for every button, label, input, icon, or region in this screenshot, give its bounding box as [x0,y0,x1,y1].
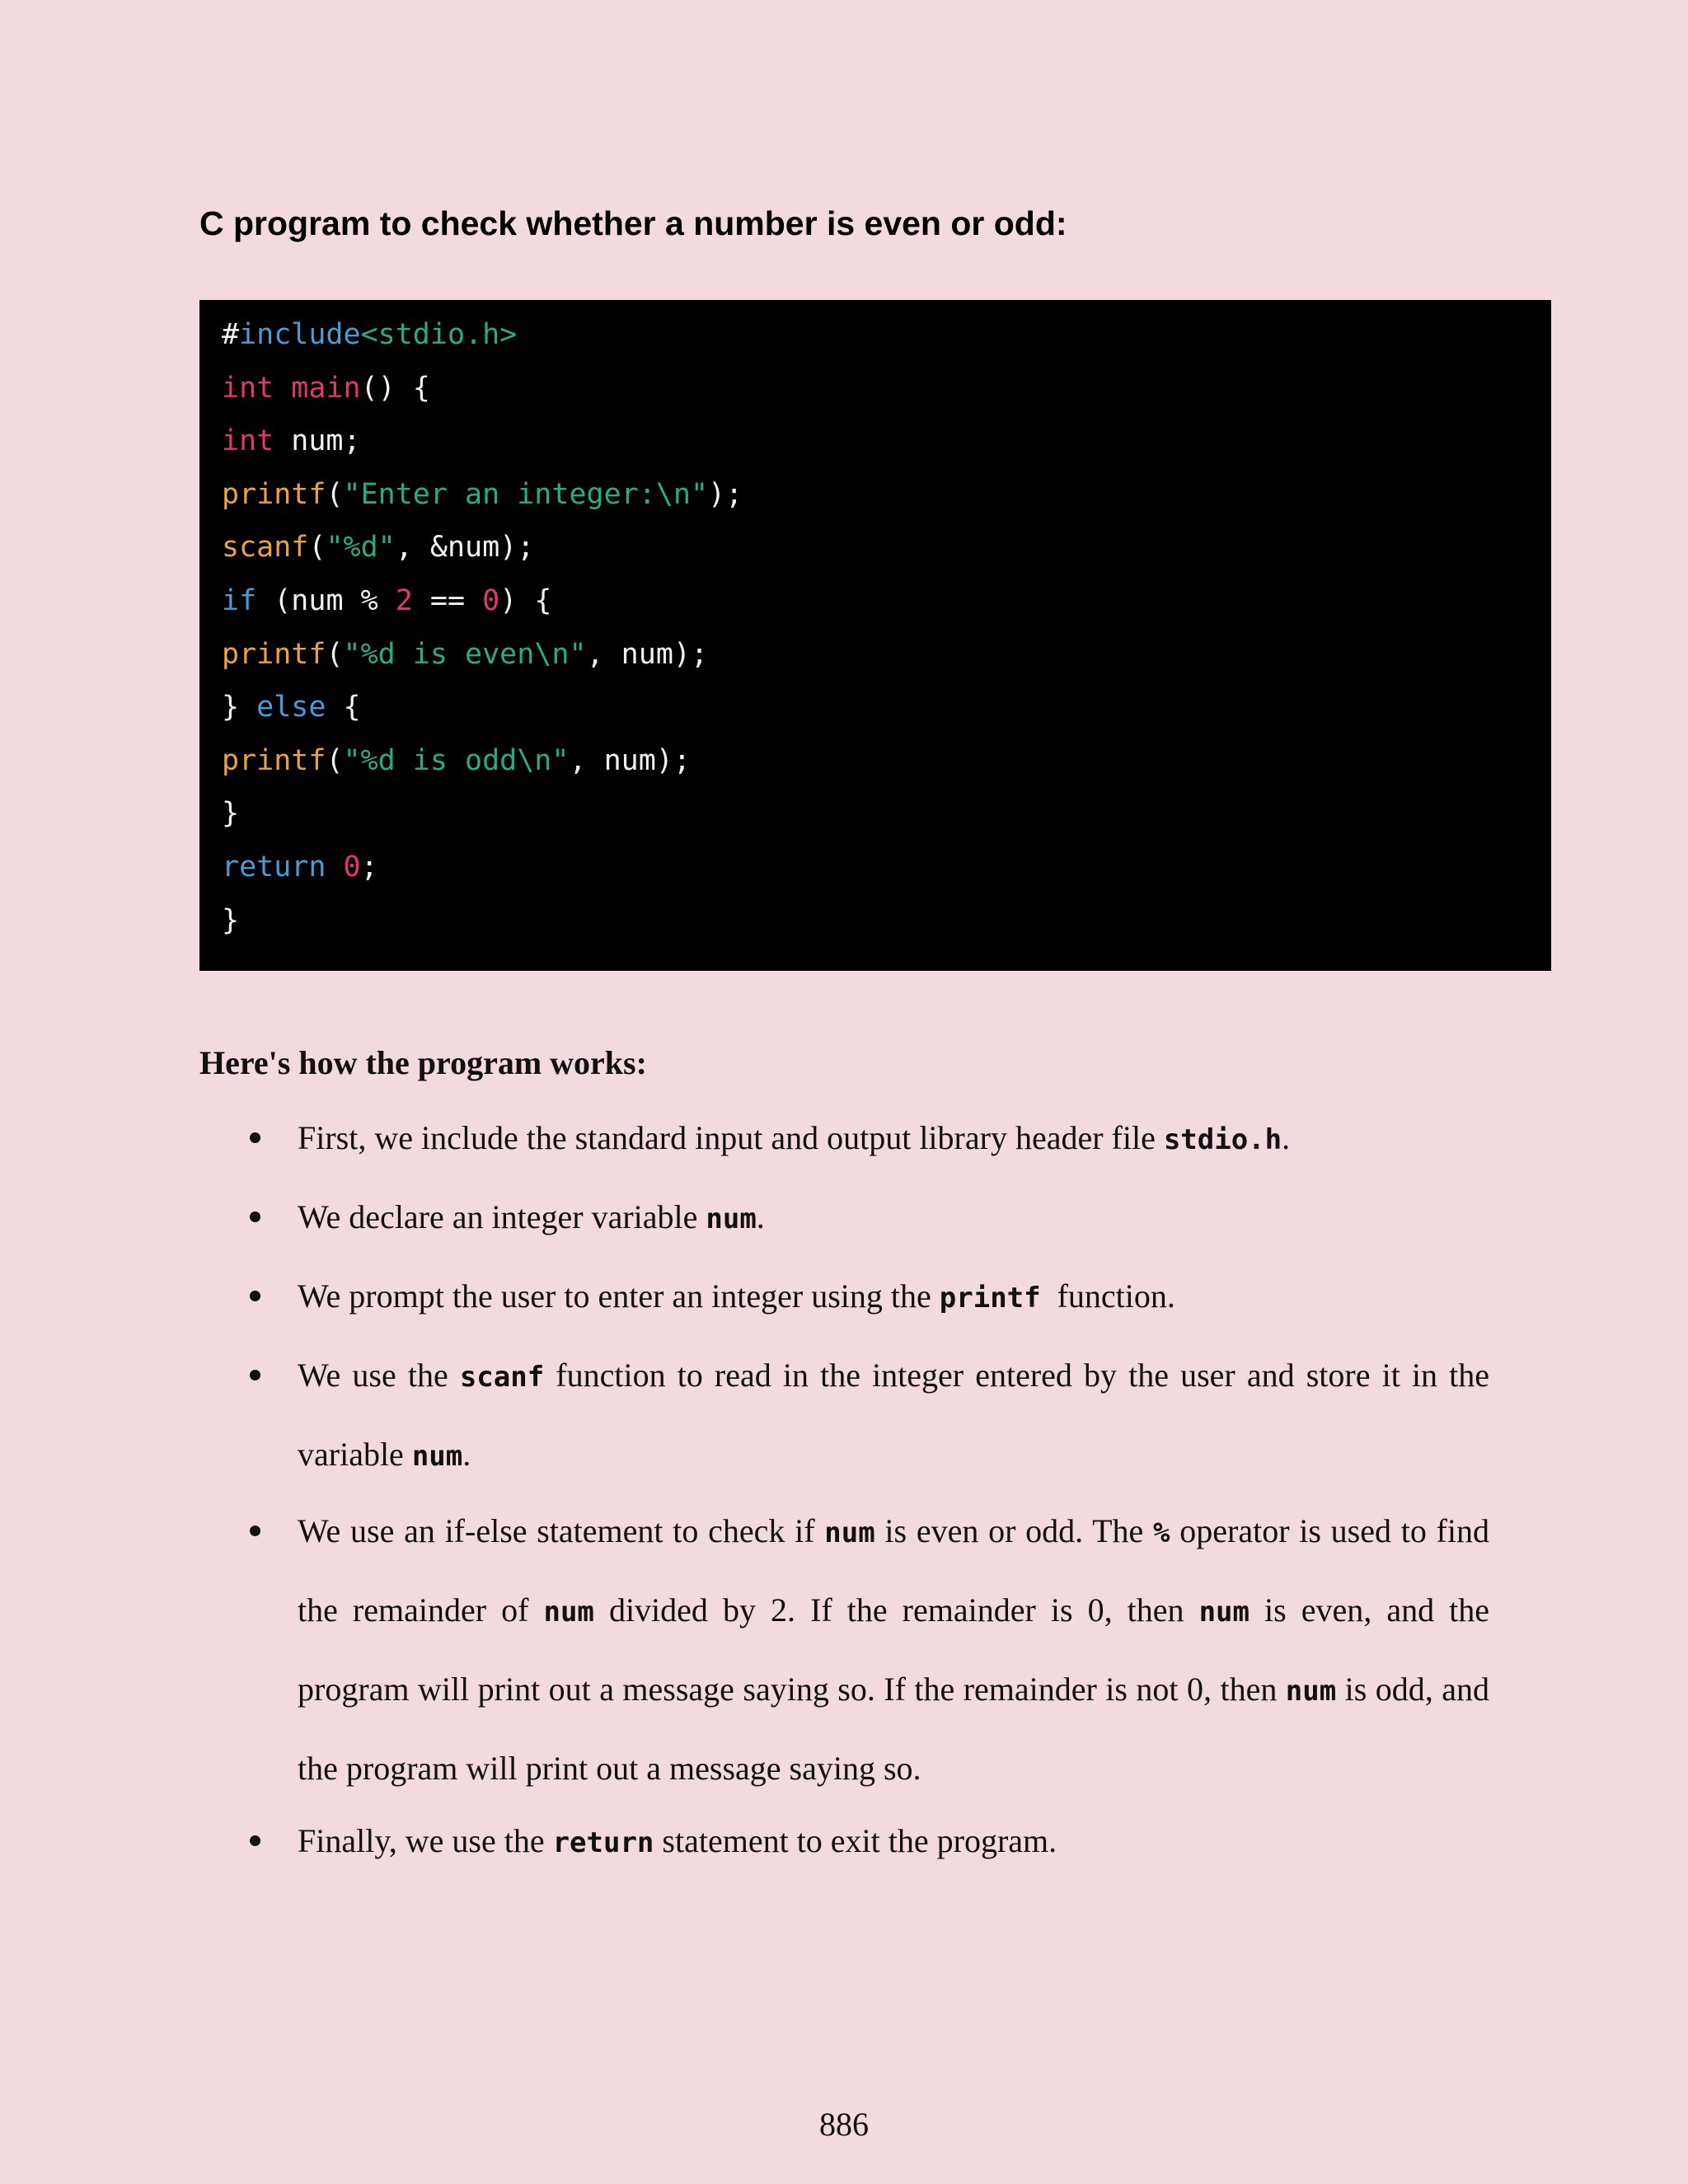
inline-code: num [824,1516,875,1549]
code-token: 0 [482,583,500,617]
inline-code: printf [939,1282,1041,1315]
inline-code: % [1153,1516,1170,1549]
code-token: ) { [499,583,552,617]
code-token: int [222,371,274,405]
code-token: num; [274,424,361,458]
code-line [222,521,1551,574]
code-token: } [222,691,257,724]
code-token: else [256,691,326,724]
code-token: "%d is odd\n" [343,743,570,777]
code-token: ; [360,850,378,883]
code-line [222,574,1551,628]
inline-code: num [543,1596,594,1629]
code-line [222,362,1551,415]
code-token: printf [222,743,326,777]
code-token: if [222,583,257,617]
code-token: "%d" [326,531,396,565]
code-token: (num % [256,583,396,617]
page-number: 886 [819,2106,869,2143]
list-item-text: First, we include the standard input and output library header file stdio.h. [298,1119,1291,1156]
inline-code: num [1198,1596,1250,1629]
inline-code: num [411,1440,463,1473]
code-block [199,300,1551,971]
code-token: 2 [395,583,413,617]
bullet-icon [250,1370,260,1380]
code-token: ( [326,743,344,777]
code-token: ( [326,637,344,671]
code-token: ( [308,531,326,565]
code-token: <stdio.h> [360,318,518,351]
list-item-text: Finally, we use the return statement to exit the program. [298,1822,1057,1859]
code-token: "Enter an integer:\n" [343,477,709,511]
inline-code: stdio.h [1163,1123,1282,1156]
list-item-text: We declare an integer variable num. [298,1198,765,1235]
code-token [274,372,291,405]
code-token: scanf [222,531,309,565]
code-token: , num); [586,637,709,671]
code-token: == [412,583,483,617]
list-item-text: We prompt the user to enter an integer using the printf function. [298,1277,1175,1315]
inline-code: scanf [459,1361,545,1394]
code-token: # [222,318,240,351]
list-item-text: We use an if-else statement to check if num is even or odd. The % operator is used to find the remainder of num divided by 2. If the remainder is 0, then num is even, and the program will print out a message saying so. If the remainder is not 0, then num is odd, and the program will print out a message saying so. [298,1512,1490,1787]
bullet-icon [250,1835,260,1846]
page-heading: C program to check whether a number is even or odd: [199,204,1067,242]
code-token: include [239,318,361,351]
bullet-icon [250,1132,260,1143]
bullet-icon [250,1526,260,1536]
explanation-heading: Here's how the program works: [199,1044,647,1081]
code-token: main [291,371,361,405]
code-token: ); [708,477,743,511]
code-token: int [222,424,274,458]
inline-code: num [706,1202,757,1235]
code-token: () { [360,371,430,405]
code-token: 0 [343,850,361,883]
code-line [222,308,1551,362]
code-token: "%d is even\n" [343,637,587,671]
code-token: return [222,850,326,883]
inline-code: return [552,1826,654,1859]
inline-code: num [1285,1675,1337,1708]
code-token: printf [222,477,326,511]
bullet-icon [250,1212,260,1222]
code-line [222,841,1551,894]
code-line [222,787,1551,841]
list-item-text: We use the scanf function to read in the integer entered by the user and store it in the variable num. [298,1357,1489,1473]
code-token: ( [326,477,344,511]
code-token: , num); [569,743,691,777]
code-token: { [326,691,361,724]
code-token [326,851,343,883]
code-line [222,734,1551,788]
bullet-icon [250,1291,260,1301]
code-token: } [222,797,240,831]
code-token: , &num); [395,531,535,565]
code-token: printf [222,637,326,671]
code-line [222,628,1551,682]
code-line [222,468,1551,522]
code-line [222,681,1551,734]
code-token: } [222,903,240,937]
code-line [222,894,1551,948]
code-line [222,415,1551,468]
